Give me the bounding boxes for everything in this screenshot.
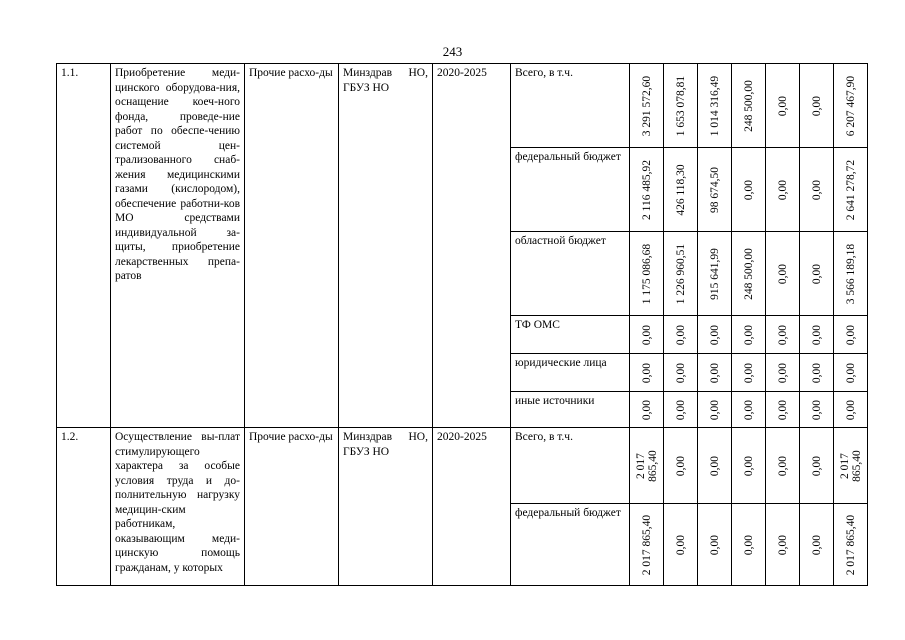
value-cell: 2 017 865,40 xyxy=(640,514,653,575)
value-cell: 0,00 xyxy=(640,324,653,345)
budget-table xyxy=(56,63,868,586)
value-cell: 426 118,30 xyxy=(674,163,687,216)
value-cell: 6 207 467,90 xyxy=(844,75,857,136)
value-cell: 0,00 xyxy=(742,455,755,476)
source-label: федеральный бюджет xyxy=(511,504,630,586)
value-cell: 3 291 572,60 xyxy=(640,75,653,136)
value-cell: 0,00 xyxy=(742,179,755,200)
value-cell: 0,00 xyxy=(844,362,857,383)
period: 2020-2025 xyxy=(433,64,511,428)
value-cell: 0,00 xyxy=(742,399,755,420)
value-cell: 0,00 xyxy=(810,179,823,200)
value-cell: 0,00 xyxy=(810,95,823,116)
source-label: ТФ ОМС xyxy=(511,316,630,354)
value-cell: 0,00 xyxy=(810,455,823,476)
source-label: юридические лица xyxy=(511,354,630,392)
value-cell: 0,00 xyxy=(742,362,755,383)
value-cell: 2 017 865,40 xyxy=(838,449,863,482)
value-cell: 248 500,00 xyxy=(742,247,755,300)
measure-name: Приобретение меди-цинского оборудова-ния, оснащение коеч-ного фонда, проведе-ние работ по обеспе-чению системой цен-трализованного снаб-жения медицинскими газами (кислородом), обеспечение работни-ков МО средствами индивидуальной за-щиты, приобретение лекарственных препа-ратов xyxy=(111,64,245,428)
expense-type: Прочие расхо-ды xyxy=(245,64,339,428)
period: 2020-2025 xyxy=(433,428,511,586)
value-cell: 0,00 xyxy=(844,399,857,420)
value-cell: 0,00 xyxy=(674,534,687,555)
expense-type: Прочие расхо-ды xyxy=(245,428,339,586)
value-cell: 248 500,00 xyxy=(742,79,755,132)
value-cell: 0,00 xyxy=(708,324,721,345)
value-cell: 0,00 xyxy=(810,534,823,555)
value-cell: 0,00 xyxy=(640,399,653,420)
value-cell: 0,00 xyxy=(674,324,687,345)
row-number: 1.2. xyxy=(57,428,111,586)
value-cell: 0,00 xyxy=(708,399,721,420)
value-cell: 0,00 xyxy=(776,324,789,345)
source-label: иные источники xyxy=(511,392,630,428)
value-cell: 0,00 xyxy=(674,455,687,476)
value-cell: 0,00 xyxy=(810,263,823,284)
value-cell: 1 653 078,81 xyxy=(674,75,687,136)
value-cell: 915 641,99 xyxy=(708,247,721,300)
measure-name: Осуществление вы-плат стимулирующего характера за особые условия труда и до-полнительную нагрузку медицин-ским работникам, оказывающим меди-цинскую помощь гражданам, у которых xyxy=(111,428,245,586)
value-cell: 0,00 xyxy=(776,179,789,200)
value-cell: 0,00 xyxy=(776,534,789,555)
value-cell: 0,00 xyxy=(708,455,721,476)
value-cell: 0,00 xyxy=(776,263,789,284)
value-cell: 98 674,50 xyxy=(708,166,721,213)
page-number: 243 xyxy=(442,44,463,59)
value-cell: 0,00 xyxy=(674,362,687,383)
value-cell: 0,00 xyxy=(674,399,687,420)
value-cell: 1 014 316,49 xyxy=(708,75,721,136)
value-cell: 0,00 xyxy=(640,362,653,383)
value-cell: 0,00 xyxy=(776,362,789,383)
value-cell: 0,00 xyxy=(742,534,755,555)
value-cell: 0,00 xyxy=(776,399,789,420)
executor: Минздрав НО, ГБУЗ НО xyxy=(339,428,433,586)
value-cell: 0,00 xyxy=(844,324,857,345)
value-cell: 0,00 xyxy=(776,455,789,476)
row-number: 1.1. xyxy=(57,64,111,428)
source-label: Всего, в т.ч. xyxy=(511,64,630,148)
source-label: Всего, в т.ч. xyxy=(511,428,630,504)
table-row xyxy=(57,64,868,148)
value-cell: 2 017 865,40 xyxy=(844,514,857,575)
value-cell: 2 116 485,92 xyxy=(640,159,653,220)
value-cell: 0,00 xyxy=(708,534,721,555)
value-cell: 1 175 086,68 xyxy=(640,243,653,304)
value-cell: 0,00 xyxy=(810,324,823,345)
value-cell: 0,00 xyxy=(810,362,823,383)
value-cell: 3 566 189,18 xyxy=(844,243,857,304)
value-cell: 2 641 278,72 xyxy=(844,159,857,220)
source-label: федеральный бюджет xyxy=(511,148,630,232)
value-cell: 0,00 xyxy=(810,399,823,420)
value-cell: 0,00 xyxy=(742,324,755,345)
source-label: областной бюджет xyxy=(511,232,630,316)
executor: Минздрав НО, ГБУЗ НО xyxy=(339,64,433,428)
value-cell: 0,00 xyxy=(708,362,721,383)
value-cell: 1 226 960,51 xyxy=(674,243,687,304)
value-cell: 2 017 865,40 xyxy=(634,449,659,482)
table-row xyxy=(57,428,868,504)
value-cell: 0,00 xyxy=(776,95,789,116)
